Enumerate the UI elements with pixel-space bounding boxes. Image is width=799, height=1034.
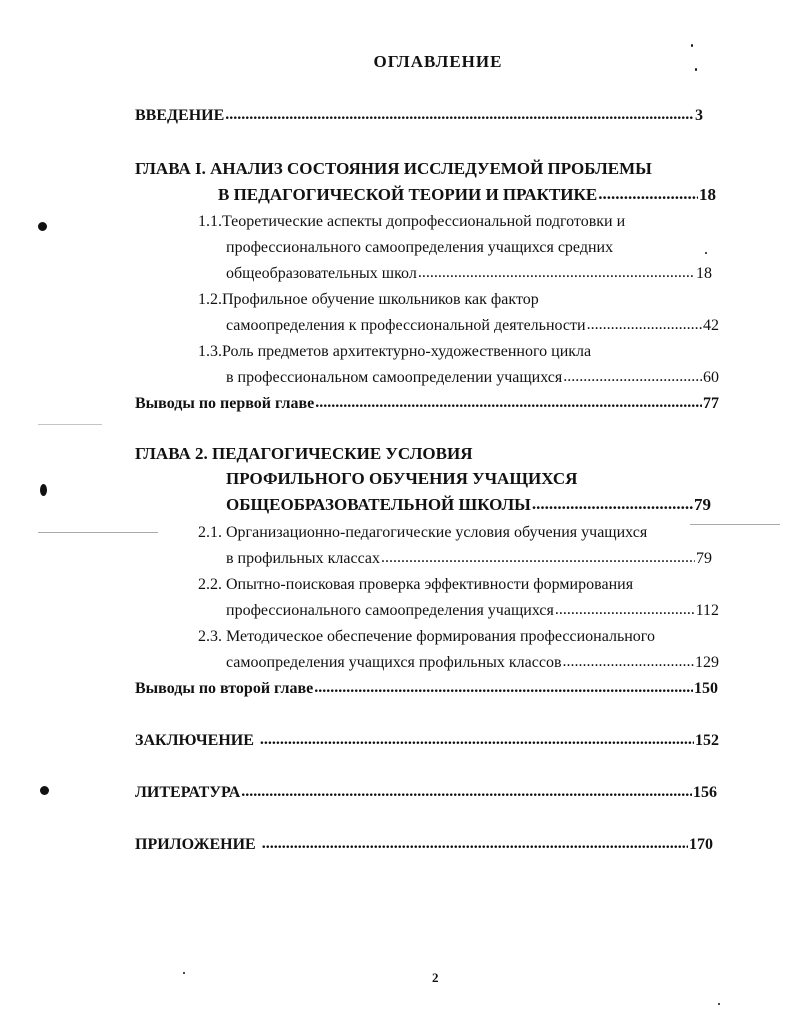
chapter-1-heading-line-1: ГЛАВА I. АНАЛИЗ СОСТОЯНИЯ ИССЛЕДУЕМОЙ ПРОБЛЕМЫ (135, 159, 652, 178)
toc-entry-label: общеобразовательных школ (226, 265, 417, 282)
section-number: 1.1. (198, 213, 222, 230)
scan-speck (695, 68, 697, 71)
page-number: 2 (432, 970, 439, 985)
section-title: Теоретические аспекты допрофессиональной подготовки и (222, 213, 626, 230)
toc-entry-label: ЛИТЕРАТУРА (135, 784, 241, 801)
scan-artifact-line (690, 524, 780, 525)
section-1-2-line-1 (198, 290, 539, 310)
toc-page-number: 60 (703, 369, 719, 386)
toc-entry-appendix (135, 835, 713, 855)
toc-entry-literature (135, 783, 717, 803)
chapter-2-heading-line-2: ПРОФИЛЬНОГО ОБУЧЕНИЯ УЧАЩИХСЯ (226, 469, 578, 488)
dot-leader (532, 494, 693, 514)
dot-leader (418, 263, 695, 283)
toc-entry-label: Выводы по первой главе (135, 395, 315, 412)
dot-leader (598, 184, 698, 204)
toc-page-number: 18 (696, 265, 712, 282)
section-1-3-line-1 (198, 342, 591, 362)
scan-hole-mark (40, 484, 47, 496)
dot-leader (563, 652, 694, 672)
toc-entry-chapter-2-conclusions (135, 679, 718, 699)
toc-page-number: 156 (693, 784, 717, 801)
dot-leader (260, 730, 694, 750)
section-2-3-line-2 (226, 653, 719, 673)
section-number: 2.3. (198, 628, 222, 645)
scan-artifact-line (38, 424, 102, 425)
section-number: 1.3. (198, 343, 222, 360)
toc-page-number: 79 (694, 495, 711, 514)
toc-entry-label: ОБЩЕОБРАЗОВАТЕЛЬНОЙ ШКОЛЫ (226, 495, 531, 514)
toc-page-number: 3 (695, 107, 703, 124)
scan-speck (705, 252, 707, 254)
section-title: Роль предметов архитектурно-художественного цикла (222, 343, 592, 360)
section-title: Опытно-поисковая проверка эффективности формирования (226, 576, 634, 593)
dot-leader (314, 678, 693, 698)
toc-page-number: 150 (694, 680, 718, 697)
section-title: Организационно-педагогические условия обучения учащихся (226, 524, 648, 541)
toc-page-number: 42 (703, 317, 719, 334)
scan-speck (183, 972, 185, 974)
toc-entry-chapter-1-conclusions (135, 394, 719, 414)
toc-page-number: 129 (695, 654, 719, 671)
section-1-3-line-2 (226, 368, 719, 388)
scan-hole-mark (40, 786, 49, 795)
toc-page-number: 79 (696, 550, 712, 567)
section-2-1-line-2 (226, 549, 712, 569)
scan-speck (718, 1003, 720, 1005)
toc-entry-label: самоопределения учащихся профильных классов (226, 654, 562, 671)
toc-entry-label: В ПЕДАГОГИЧЕСКОЙ ТЕОРИИ И ПРАКТИКЕ (218, 185, 598, 204)
section-2-1-line-1 (198, 523, 647, 543)
toc-page-number: 112 (695, 602, 719, 619)
toc-entry-label: Выводы по второй главе (135, 680, 314, 697)
toc-entry-label: самоопределения к профессиональной деятельности (226, 317, 586, 334)
section-number: 2.1. (198, 524, 222, 541)
chapter-2-heading-line-1: ГЛАВА 2. ПЕДАГОГИЧЕСКИЕ УСЛОВИЯ (135, 444, 473, 463)
dot-leader (225, 105, 694, 125)
toc-page-number: 170 (689, 836, 713, 853)
toc-entry-label: в профессиональном самоопределении учащихся (226, 369, 563, 386)
toc-entry-conclusion (135, 731, 719, 751)
section-2-2-line-2 (226, 601, 719, 621)
scan-artifact-line (38, 532, 158, 533)
toc-title: ОГЛАВЛЕНИЕ (373, 52, 503, 71)
toc-entry-label: ВВЕДЕНИЕ (135, 107, 225, 124)
toc-page-number: 18 (699, 185, 716, 204)
section-title: Методическое обеспечение формирования профессионального (226, 628, 655, 645)
scan-speck (691, 44, 693, 47)
scan-hole-mark (38, 222, 47, 231)
dot-leader (381, 548, 695, 568)
toc-entry-label: профессионального самоопределения учащихся (226, 602, 554, 619)
dot-leader (262, 834, 688, 854)
section-number: 2.2. (198, 576, 222, 593)
toc-entry-introduction (135, 106, 703, 126)
section-1-2-line-2 (226, 316, 719, 336)
section-1-1-line-2: профессионального самоопределения учащихся средних (226, 239, 614, 256)
dot-leader (563, 367, 702, 387)
toc-entry-label: ЗАКЛЮЧЕНИЕ (135, 732, 254, 749)
section-title: Профильное обучение школьников как фактор (222, 291, 539, 308)
section-2-2-line-1 (198, 575, 633, 595)
section-1-1-line-1 (198, 212, 625, 232)
section-1-1-line-3 (226, 264, 712, 284)
dot-leader (555, 600, 695, 620)
dot-leader (587, 315, 702, 335)
section-2-3-line-1 (198, 627, 655, 647)
section-number: 1.2. (198, 291, 222, 308)
toc-page-number: 152 (695, 732, 719, 749)
toc-page-number: 77 (703, 395, 719, 412)
toc-entry-label: в профильных классах (226, 550, 380, 567)
dot-leader (315, 393, 702, 413)
chapter-2-heading-line-3 (226, 495, 711, 515)
toc-entry-label: ПРИЛОЖЕНИЕ (135, 836, 256, 853)
chapter-1-heading-line-2 (218, 185, 716, 205)
dot-leader (241, 782, 692, 802)
